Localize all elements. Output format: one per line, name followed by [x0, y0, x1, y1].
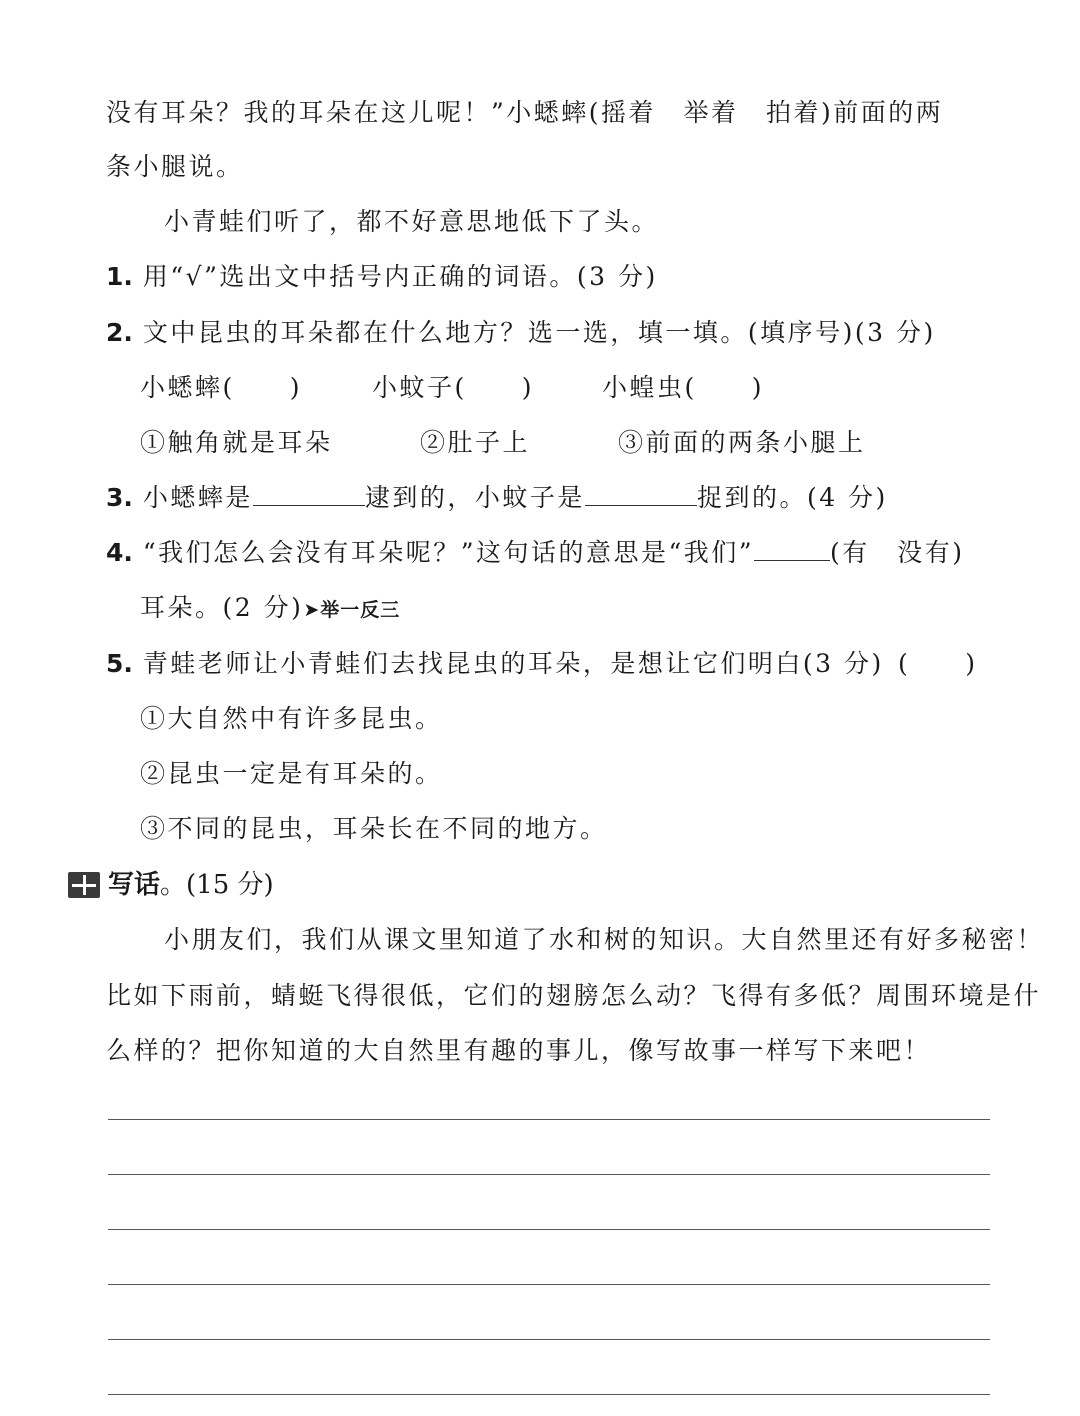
question-4: [106, 536, 965, 570]
writing-line[interactable]: [108, 1394, 990, 1395]
question-text: 逮到的，小蚊子是: [364, 483, 585, 512]
passage-line: 条小腿说。: [106, 152, 244, 181]
question-number: 2.: [106, 318, 133, 347]
fill-item[interactable]: 小蟋蟀( ): [140, 373, 303, 402]
question-number: 4.: [106, 538, 133, 567]
section-title: [108, 868, 274, 902]
passage-line: 小青蛙们听了，都不好意思地低下了头。: [164, 207, 660, 236]
question-text: 青蛙老师让小青蛙们去找昆虫的耳朵，是想让它们明白(3 分): [142, 649, 884, 678]
option: ②昆虫一定是有耳朵的。: [140, 759, 443, 788]
question-text: 用“√”选出文中括号内正确的词语。(3 分): [142, 262, 658, 291]
answer-paren[interactable]: ( ): [898, 649, 978, 678]
writing-prompt: 比如下雨前，蜻蜓飞得很低，它们的翅膀怎么动？飞得有多低？周围环境是什: [106, 981, 1042, 1010]
practice-tag: ➤举一反三: [303, 599, 401, 621]
question-number: 5.: [106, 649, 133, 678]
plus-box-icon: [68, 872, 100, 898]
passage-line: 没有耳朵？我的耳朵在这儿呢！”小蟋蟀(摇着 举着 拍着)前面的两: [106, 98, 944, 127]
option: ②肚子上: [420, 428, 531, 457]
question-text: 捉到的。(4 分): [696, 483, 888, 512]
question-1: [106, 260, 658, 294]
question-number: 3.: [106, 483, 133, 512]
option: ③不同的昆虫，耳朵长在不同的地方。: [140, 814, 608, 843]
fill-item[interactable]: 小蝗虫( ): [602, 373, 765, 402]
section-title-main: 写话: [108, 870, 161, 900]
writing-line[interactable]: [108, 1174, 990, 1175]
option: ①触角就是耳朵: [140, 428, 333, 457]
option: ①大自然中有许多昆虫。: [140, 704, 443, 733]
question-3: [106, 481, 888, 515]
question-4-continued: [140, 591, 400, 627]
writing-line[interactable]: [108, 1284, 990, 1285]
fill-item[interactable]: 小蚊子( ): [372, 373, 535, 402]
answer-blank[interactable]: [754, 538, 830, 561]
answer-blank[interactable]: [585, 483, 697, 506]
answer-blank[interactable]: [253, 483, 365, 506]
writing-prompt: 小朋友们，我们从课文里知道了水和树的知识。大自然里还有好多秘密！: [164, 925, 1045, 954]
writing-line[interactable]: [108, 1339, 990, 1340]
question-text: (有 没有): [830, 538, 965, 567]
writing-prompt: 么样的？把你知道的大自然里有趣的事儿，像写故事一样写下来吧！: [106, 1036, 932, 1065]
option: ③前面的两条小腿上: [618, 428, 866, 457]
question-5: [106, 647, 884, 681]
section-title-score: 。(15 分): [160, 870, 274, 900]
question-text: 小蟋蟀是: [142, 483, 253, 512]
question-number: 1.: [106, 262, 133, 291]
question-text: 耳朵。(2 分): [140, 593, 304, 622]
question-text: 文中昆虫的耳朵都在什么地方？选一选，填一填。(填序号)(3 分): [142, 318, 936, 347]
question-2: [106, 316, 936, 350]
question-text: “我们怎么会没有耳朵呢？”这句话的意思是“我们”: [142, 538, 755, 567]
writing-line[interactable]: [108, 1119, 990, 1120]
writing-line[interactable]: [108, 1229, 990, 1230]
